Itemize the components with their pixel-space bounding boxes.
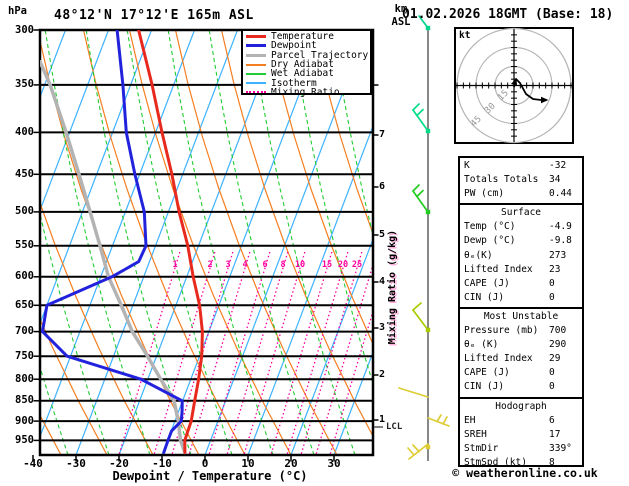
panel-row-value: 0	[549, 381, 555, 393]
hodograph-ring-label: 45	[469, 114, 484, 130]
wind-barb-segment	[443, 417, 447, 424]
mixing-ratio-line	[227, 252, 288, 455]
pressure-label: 800	[15, 373, 34, 385]
mixing-ratio-value: 3	[225, 260, 231, 270]
panel-row-value: 0.44	[549, 188, 572, 200]
wind-barb-segment	[413, 104, 419, 110]
panel-row	[460, 428, 582, 442]
legend-label: Wet Adiabat	[271, 68, 334, 80]
panel-row-label: CAPE (J)	[464, 277, 510, 289]
wet-adiabat-line	[578, 30, 629, 455]
panel-row	[460, 263, 582, 277]
hodograph-ring-label: 15	[496, 88, 511, 104]
panel-row-value: -4.9	[549, 221, 572, 233]
panel-row-label: EH	[464, 414, 476, 426]
km-label: 5	[379, 229, 386, 240]
mixing-ratio-value: 6	[262, 260, 268, 270]
km-label: 3	[379, 322, 386, 333]
legend-label: Isotherm	[271, 77, 317, 89]
mixing-ratio-value: 4	[242, 260, 248, 270]
panel-row-value: 290	[549, 339, 567, 351]
lcl-label: LCL	[386, 422, 403, 432]
panel-row-label: K	[464, 160, 470, 171]
legend-label: Dry Adiabat	[271, 59, 334, 71]
x-axis-title: Dewpoint / Temperature (°C)	[112, 469, 308, 483]
temperature-label: 20	[284, 457, 298, 470]
pressure-label: 900	[15, 415, 34, 427]
panel-section-header: Most Unstable	[483, 310, 559, 322]
wind-barb-column	[399, 16, 449, 461]
panel-row-label: Lifted Index	[464, 263, 533, 275]
pressure-label: 300	[15, 24, 34, 36]
panel-section	[460, 397, 582, 472]
mixing-ratio-value: 1	[172, 260, 178, 270]
panel-row-label: CIN (J)	[464, 291, 505, 303]
pressure-label: 650	[15, 299, 34, 311]
temperature-label: -30	[66, 457, 86, 470]
panel-row	[460, 338, 582, 352]
panel-row-value: 29	[549, 353, 561, 365]
panel-row	[460, 352, 582, 366]
panel-row-value: -32	[549, 160, 567, 171]
panel-row-value: -9.8	[549, 235, 572, 247]
legend-label: Mixing Ratio	[271, 86, 340, 98]
wind-barb-segment	[417, 110, 423, 116]
dry-adiabat-line	[38, 30, 200, 455]
legend-sample-isotherm	[246, 82, 266, 84]
temperature-label: 10	[241, 457, 255, 470]
data-panel	[458, 156, 584, 467]
mixing-ratio-value: 15	[321, 260, 333, 270]
mixing-ratio-value: 20	[337, 260, 349, 270]
panel-row-label: Temp (°C)	[464, 221, 516, 233]
panel-row-value: 0	[549, 291, 555, 303]
panel-row-value: 8	[549, 456, 555, 468]
panel-row-value: 700	[549, 325, 567, 337]
km-label: 6	[379, 181, 386, 192]
pressure-label: 600	[15, 270, 34, 282]
pressure-label: 550	[15, 239, 34, 251]
datetime-label: 01.02.2026 18GMT (Base: 18)	[402, 7, 614, 22]
pressure-label: 850	[15, 394, 34, 406]
mixing-ratio-line	[119, 252, 180, 455]
panel-row	[460, 187, 582, 201]
pressure-label: 950	[15, 434, 34, 446]
wind-barb-segment	[399, 388, 428, 397]
km-label: 7	[379, 129, 386, 140]
panel-row	[460, 159, 582, 173]
isotherm-line	[33, 30, 195, 455]
panel-row-label: PW (cm)	[464, 188, 505, 200]
copyright-footer: © weatheronline.co.uk	[452, 466, 598, 480]
wind-barb-segment	[413, 445, 419, 452]
panel-row	[460, 442, 582, 456]
wind-barb-segment	[437, 415, 441, 422]
panel-row	[460, 324, 582, 338]
legend-sample-dewpoint	[246, 44, 266, 47]
legend-label: Parcel Trajectory	[271, 49, 369, 61]
temperature-label: 30	[327, 457, 341, 470]
panel-row-label: Dewp (°C)	[464, 235, 516, 247]
wind-barb-segment	[417, 191, 423, 197]
km-label: 2	[379, 369, 386, 380]
hodograph-unit-label: kt	[459, 30, 471, 41]
legend-sample-parcel	[246, 54, 266, 57]
panel-row-label: θₑ(K)	[464, 249, 493, 261]
mixing-ratio-value: 2	[207, 260, 213, 270]
panel-row-label: StmDir	[464, 442, 499, 454]
panel-row	[460, 277, 582, 291]
panel-row-label: SREH	[464, 428, 487, 440]
panel-row-label: Lifted Index	[464, 353, 533, 365]
wind-barb-segment	[413, 303, 421, 310]
wind-barb-segment	[413, 310, 428, 330]
hodograph	[455, 28, 573, 143]
panel-row-label: CIN (J)	[464, 381, 505, 393]
panel-row	[460, 366, 582, 380]
panel-section	[460, 158, 582, 203]
mixing-ratio-value: 10	[294, 260, 306, 270]
panel-row-value: 17	[549, 428, 561, 440]
wind-barb-segment	[408, 448, 414, 455]
panel-section-header: Surface	[500, 207, 542, 219]
panel-row-label: Totals Totals	[464, 174, 539, 186]
legend-sample-dry_adiabat	[246, 64, 266, 66]
panel-row-value: 23	[549, 263, 561, 275]
asl-unit-label: ASL	[391, 16, 411, 28]
legend-label: Dewpoint	[271, 40, 317, 52]
mixing-ratio-line	[287, 252, 348, 455]
legend-sample-wet_adiabat	[246, 73, 266, 75]
km-label: 4	[379, 276, 386, 287]
legend-sample-mixing_ratio	[246, 91, 266, 93]
legend	[241, 29, 372, 98]
panel-row	[460, 220, 582, 234]
panel-row	[460, 234, 582, 248]
pressure-label: 350	[15, 78, 34, 90]
legend-label: Temperature	[271, 31, 334, 43]
panel-row-value: 339°	[549, 442, 572, 454]
panel-row-label: θₑ (K)	[464, 339, 499, 351]
km-label: 1	[379, 414, 386, 425]
panel-row-value: 0	[549, 367, 555, 379]
hodograph-ring-label: 30	[483, 101, 498, 117]
panel-row-value: 34	[549, 174, 561, 186]
panel-row-value: 6	[549, 414, 555, 426]
dewpoint-curve	[43, 30, 183, 453]
mixing-ratio-axis-label: Mixing Ratio (g/kg)	[387, 229, 398, 345]
pressure-label: 450	[15, 168, 34, 180]
panel-row-label: Pressure (mb)	[464, 325, 539, 337]
mixing-ratio-value: 25	[351, 260, 363, 270]
panel-row	[460, 414, 582, 428]
panel-section	[460, 307, 582, 397]
temperature-label: 0	[201, 457, 209, 470]
panel-row	[460, 380, 582, 394]
panel-row-label: StmSpd (kt)	[464, 456, 527, 468]
mixing-ratio-value: 8	[280, 260, 286, 270]
pressure-label: 500	[15, 205, 34, 217]
temperature-label: -40	[23, 457, 43, 470]
panel-row	[460, 173, 582, 187]
wet-adiabat-line	[86, 30, 191, 455]
pressure-unit-label: hPa	[8, 5, 27, 17]
panel-section-header: Hodograph	[495, 400, 547, 412]
wind-barb-segment	[413, 185, 419, 191]
panel-row	[460, 291, 582, 305]
pressure-label: 750	[15, 350, 34, 362]
panel-section	[460, 203, 582, 307]
legend-row	[246, 88, 370, 97]
temperature-label: -20	[109, 457, 129, 470]
panel-row	[460, 249, 582, 263]
legend-sample-temperature	[246, 35, 266, 38]
chart-title: 48°12'N 17°12'E 165m ASL	[54, 8, 254, 23]
parcel-curve	[40, 62, 185, 453]
panel-row-value: 273	[549, 249, 567, 261]
pressure-label: 400	[15, 126, 34, 138]
panel-row-label: CAPE (J)	[464, 367, 510, 379]
pressure-label: 700	[15, 325, 34, 337]
panel-row-value: 0	[549, 277, 555, 289]
km-unit-label: km	[394, 3, 408, 15]
temperature-label: -10	[152, 457, 172, 470]
